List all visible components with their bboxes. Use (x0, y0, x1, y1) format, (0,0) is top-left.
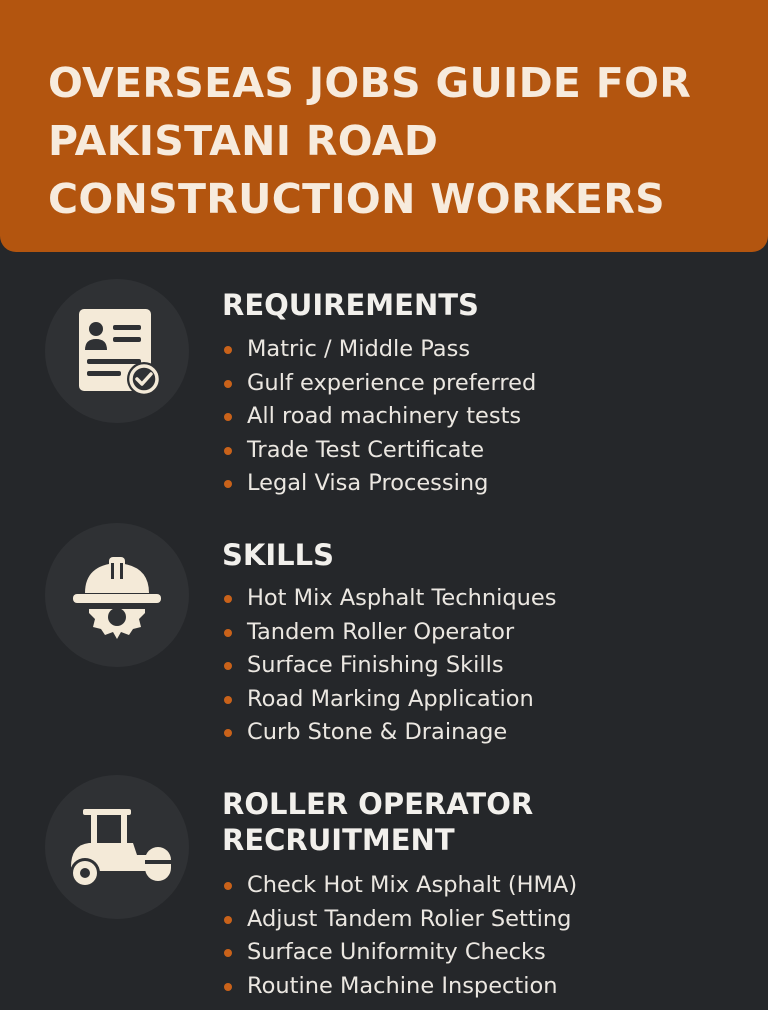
roller-recruitment-list (222, 869, 577, 1003)
list-item: Check Hot Mix Asphalt (HMA) (222, 869, 577, 903)
skills-heading: SKILLS (222, 538, 334, 572)
list-item: Curb Stone & Drainage (222, 716, 556, 750)
road-roller-icon (45, 775, 189, 919)
roller-icon-badge (45, 775, 189, 919)
list-item: Adjust Tandem Rolier Setting (222, 903, 577, 937)
skills-list (222, 582, 556, 750)
list-item: Legal Visa Processing (222, 467, 536, 501)
list-item: All road machinery tests (222, 400, 536, 434)
requirements-icon-badge (45, 279, 189, 423)
page-title: OVERSEAS JOBS GUIDE FOR PAKISTANI ROAD CONSTRUCTION WORKERS (48, 59, 692, 223)
list-item: Surface Finishing Skills (222, 649, 556, 683)
list-item: Surface Uniformity Checks (222, 936, 577, 970)
roller-recruitment-heading: ROLLER OPERATOR RECRUITMENT (222, 787, 534, 857)
list-item: Hot Mix Asphalt Techniques (222, 582, 556, 616)
skills-icon-badge (45, 523, 189, 667)
list-item: Routine Machine Inspection (222, 970, 577, 1004)
list-item: Road Marking Application (222, 683, 556, 717)
list-item: Trade Test Certificate (222, 434, 536, 468)
hardhat-gear-icon (45, 523, 189, 667)
certificate-icon (45, 279, 189, 423)
list-item: Matric / Middle Pass (222, 333, 536, 367)
requirements-list (222, 333, 536, 501)
requirements-heading: REQUIREMENTS (222, 288, 479, 322)
list-item: Tandem Roller Operator (222, 616, 556, 650)
list-item: Gulf experience preferred (222, 367, 536, 401)
header-banner (0, 0, 768, 252)
